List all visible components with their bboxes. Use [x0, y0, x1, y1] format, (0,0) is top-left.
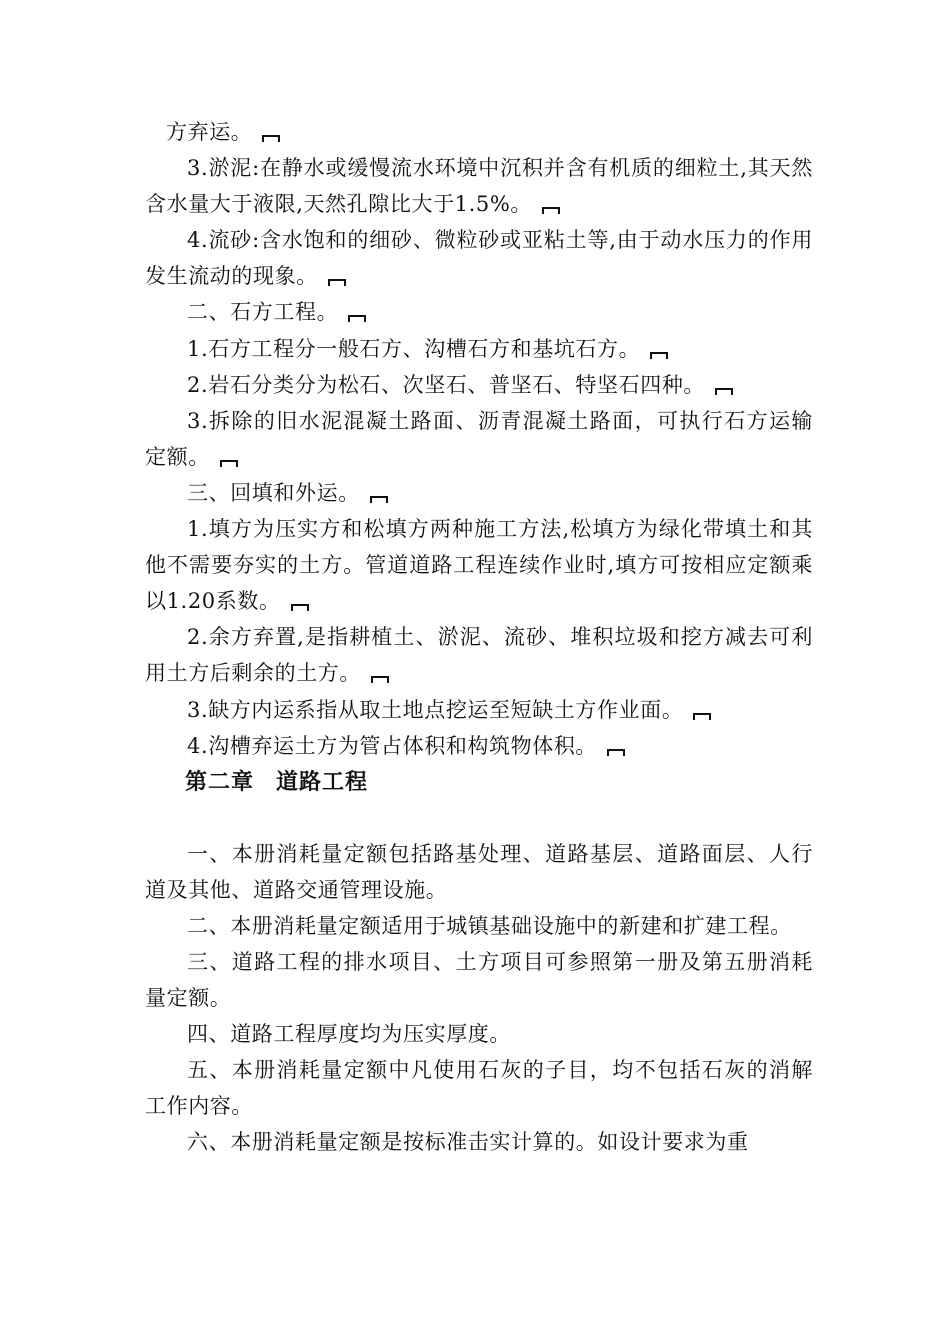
paragraph-mark-icon	[291, 604, 309, 611]
chapter-number: 第二章	[185, 768, 255, 795]
paragraph: 四、道路工程厚度均为压实厚度。	[187, 1022, 511, 1047]
section-heading: 二、石方工程。	[145, 294, 813, 330]
paragraph-mark-icon	[328, 279, 346, 286]
paragraph: 六、本册消耗量定额是按标准击实计算的。如设计要求为重	[187, 1130, 749, 1155]
blank-line	[145, 800, 813, 836]
paragraph-mark-icon	[693, 713, 711, 720]
chapter-title: 道路工程	[276, 768, 369, 795]
paragraph-mark-icon	[370, 496, 388, 503]
paragraph-mark-icon	[220, 460, 238, 467]
paragraph-mark-icon	[650, 352, 668, 359]
paragraph: 3.淤泥:在静水或缓慢流水环境中沉积并含有机质的细粒土,其天然含水量大于液限,天然孔隙比大于1.5%。	[145, 156, 813, 217]
paragraph: 3.缺方内运系指从取土地点挖运至短缺土方作业面。	[145, 692, 813, 728]
paragraph: 五、本册消耗量定额中凡使用石灰的子目，均不包括石灰的消解工作内容。	[145, 1058, 813, 1119]
document-body	[145, 114, 813, 1161]
paragraph-mark-icon	[348, 315, 366, 322]
paragraph: 三、道路工程的排水项目、土方项目可参照第一册及第五册消耗量定额。	[145, 949, 813, 1011]
paragraph: 3.拆除的旧水泥混凝土路面、沥青混凝土路面，可执行石方运输定额。	[145, 408, 813, 469]
paragraph: 4.沟槽弃运土方为管占体积和构筑物体积。	[145, 728, 813, 764]
paragraph-mark-icon	[262, 135, 280, 142]
paragraph-mark-icon	[715, 388, 733, 395]
paragraph: 二、本册消耗量定额适用于城镇基础设施中的新建和扩建工程。	[187, 913, 792, 938]
paragraph-mark-icon	[607, 749, 625, 756]
paragraph-mark-icon	[542, 207, 560, 214]
paragraph: 1.石方工程分一般石方、沟槽石方和基坑石方。	[145, 331, 813, 367]
paragraph: 一、本册消耗量定额包括路基处理、道路基层、道路面层、人行道及其他、道路交通管理设施。	[145, 841, 813, 902]
paragraph: 2.岩石分类分为松石、次坚石、普坚石、特坚石四种。	[145, 367, 813, 403]
paragraph: 1.填方为压实方和松填方两种施工方法,松填方为绿化带填土和其他不需要夯实的土方。管道道路工程连续作业时,填方可按相应定额乘以1.20系数。	[145, 517, 813, 614]
paragraph: 4.流砂:含水饱和的细砂、微粒砂或亚粘土等,由于动水压力的作用发生流动的现象。	[145, 228, 813, 289]
section-heading: 三、回填和外运。	[145, 475, 813, 511]
chapter-heading	[185, 764, 813, 800]
paragraph: 2.余方弃置,是指耕植土、淤泥、流砂、堆积垃圾和挖方减去可利用土方后剩余的土方。	[145, 625, 813, 686]
paragraph-mark-icon	[371, 676, 389, 683]
paragraph: 方弃运。	[145, 114, 813, 150]
